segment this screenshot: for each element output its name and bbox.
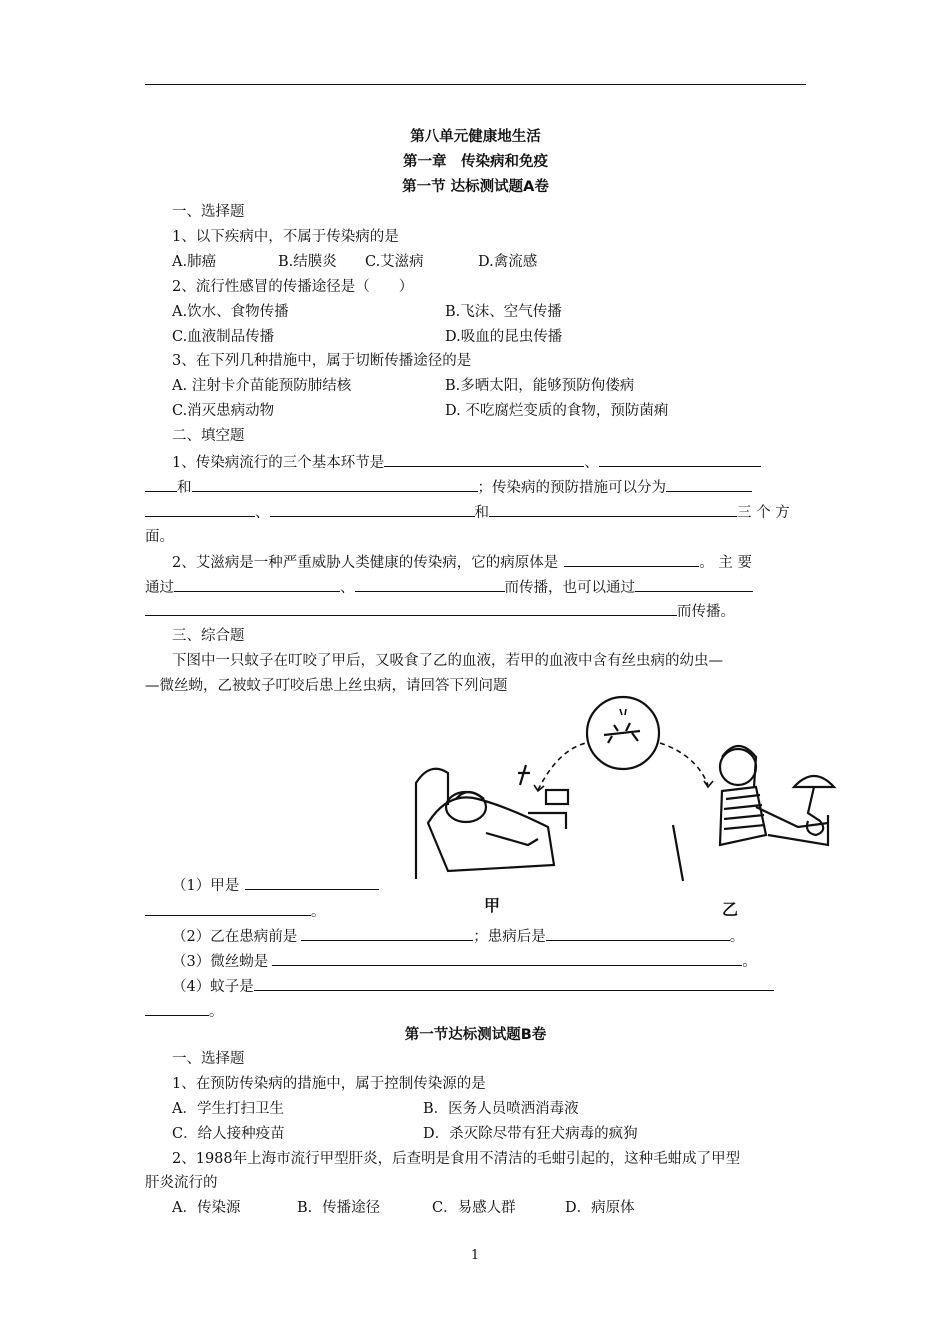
b-q2-option-c: C．易感人群 [432, 1200, 516, 1216]
fill-1-text-d: ；传染病的预防措施可以分为 [477, 480, 666, 496]
answer-blank[interactable] [599, 451, 761, 467]
answer-blank[interactable] [489, 501, 737, 517]
answer-blank[interactable] [564, 551, 699, 567]
b-choice-heading: 一、选择题 [172, 1051, 245, 1067]
fill-1-text-a: 1、传染病流行的三个基本环节是 [172, 455, 385, 471]
q3-option-b: B.多晒太阳，能够预防佝偻病 [445, 378, 635, 394]
sub-question-3 [172, 950, 833, 973]
section-a-title: 第一节 达标测试题A卷 [402, 179, 549, 195]
answer-blank[interactable] [145, 476, 177, 492]
q1-option-b: B.结膜炎 [278, 254, 337, 270]
fill-1-text-c: 和 [177, 480, 192, 496]
answer-blank[interactable] [270, 501, 475, 517]
b-question-2-stem-line2: 肝炎流行的 [145, 1175, 218, 1191]
fill-2-text-b: 。 主 要 [699, 555, 752, 571]
answer-blank[interactable] [301, 925, 473, 941]
b-q1-option-a: A．学生打扫卫生 [172, 1101, 284, 1117]
fill-1-line2 [145, 476, 806, 499]
page-number: 1 [470, 1248, 480, 1263]
question-1-stem: 1、以下疾病中，不属于传染病的是 [172, 229, 399, 245]
q3-option-c: C.消灭患病动物 [172, 403, 275, 419]
b-question-1-stem: 1、在预防传染病的措施中，属于控制传染源的是 [172, 1076, 486, 1092]
fill-heading: 二、填空题 [172, 428, 245, 444]
answer-blank[interactable] [254, 975, 774, 991]
q1-option-d: D.禽流感 [478, 254, 538, 270]
question-3-stem: 3、在下列几种措施中，属于切断传播途径的是 [172, 353, 472, 369]
q1-option-a: A.肺癌 [172, 254, 217, 270]
unit-title: 第八单元健康地生活 [410, 129, 541, 145]
answer-blank[interactable] [145, 501, 255, 517]
fill-2-text-d: 、 [340, 580, 355, 596]
answer-blank[interactable] [145, 900, 311, 916]
sub-question-2 [172, 925, 833, 948]
comprehensive-intro-line1: 下图中一只蚊子在叮咬了甲后，又吸食了乙的血液，若甲的血液中含有丝虫病的幼虫— [172, 653, 723, 669]
section-b-title: 第一节达标测试题B卷 [404, 1027, 547, 1043]
mosquito-icon [604, 723, 640, 743]
fill-1-text-e: 、 [255, 505, 270, 521]
answer-blank[interactable] [174, 576, 340, 592]
sub-question-2-text-a: （2）乙在患病前是 [172, 929, 298, 945]
fill-1-text-b: 、 [584, 455, 599, 471]
fill-2-line1 [172, 551, 833, 574]
answer-blank[interactable] [145, 600, 677, 616]
figure-label-yi: 乙 [722, 900, 739, 919]
fill-1-text-f: 和 [474, 505, 489, 521]
question-2-stem: 2、流行性感冒的传播途径是（ ） [172, 279, 414, 295]
comprehensive-intro-line2: —微丝蚴，乙被蚊子叮咬后患上丝虫病，请回答下列问题 [145, 678, 508, 694]
answer-blank[interactable] [355, 576, 505, 592]
b-q2-option-b: B．传播途径 [297, 1200, 381, 1216]
answer-blank[interactable] [192, 476, 478, 492]
mosquito-illustration [408, 695, 838, 885]
b-question-2-stem-line1: 2、1988年上海市流行甲型肝炎，后查明是食用不清洁的毛蚶引起的，这种毛蚶成了甲型 [172, 1151, 741, 1167]
answer-blank[interactable] [546, 925, 730, 941]
answer-blank[interactable] [666, 476, 752, 492]
fill-2-text-c: 通过 [145, 580, 174, 596]
answer-blank[interactable] [384, 451, 584, 467]
q2-option-b: B.飞沫、空气传播 [445, 304, 562, 320]
answer-blank[interactable] [635, 576, 753, 592]
q2-option-c: C.血液制品传播 [172, 329, 275, 345]
sub-question-4-line2 [145, 1000, 806, 1023]
sub-question-4-end: 。 [209, 1004, 224, 1020]
b-q1-option-d: D．杀灭除尽带有狂犬病毒的疯狗 [423, 1126, 638, 1142]
q3-option-a: A. 注射卡介苗能预防肺结核 [172, 378, 352, 394]
sub-question-1-line1 [172, 874, 833, 897]
fill-1-line4: 面。 [145, 529, 174, 545]
b-q1-option-c: C．给人接种疫苗 [172, 1126, 285, 1142]
sub-question-2-text-b: ；患病后是 [473, 929, 546, 945]
q2-option-d: D.吸血的昆虫传播 [445, 329, 563, 345]
fill-1-text-g: 三 个 方 [737, 505, 790, 521]
sub-question-3-end: 。 [742, 954, 757, 970]
q1-option-c: C.艾滋病 [365, 254, 424, 270]
sub-question-3-text: （3）微丝蚴是 [172, 954, 269, 970]
b-q2-option-a: A．传染源 [172, 1200, 241, 1216]
fill-2-text-e: 而传播，也可以通过 [504, 580, 635, 596]
fill-2-line2 [145, 576, 806, 599]
sub-question-1-line2 [145, 900, 806, 923]
sub-question-1-end: 。 [311, 904, 326, 920]
fill-2-text-f: 而传播。 [677, 604, 735, 620]
b-q1-option-b: B．医务人员喷洒消毒液 [423, 1101, 579, 1117]
q3-option-d: D. 不吃腐烂变质的食物，预防菌痢 [445, 403, 669, 419]
fill-1-line1 [172, 451, 833, 474]
sub-question-4-line1 [172, 975, 833, 998]
fill-2-text-a: 2、艾滋病是一种严重威胁人类健康的传染病，它的病原体是 [172, 555, 559, 571]
fill-2-line3 [145, 600, 806, 623]
b-q2-option-d: D．病原体 [565, 1200, 635, 1216]
answer-blank[interactable] [272, 950, 742, 966]
chapter-title: 第一章 传染病和免疫 [403, 154, 548, 170]
answer-blank[interactable] [145, 1000, 209, 1016]
figure-label-jia: 甲 [484, 896, 501, 915]
sub-question-2-end: 。 [729, 929, 745, 945]
sub-question-4-text: （4）蚊子是 [172, 979, 254, 995]
fill-1-line3 [145, 501, 806, 524]
answer-blank[interactable] [245, 874, 379, 890]
q2-option-a: A.饮水、食物传播 [172, 304, 289, 320]
header-rule [145, 84, 806, 85]
sub-question-1-text: （1）甲是 [172, 878, 240, 894]
comprehensive-heading: 三、综合题 [172, 628, 245, 644]
choice-heading: 一、选择题 [172, 204, 245, 220]
